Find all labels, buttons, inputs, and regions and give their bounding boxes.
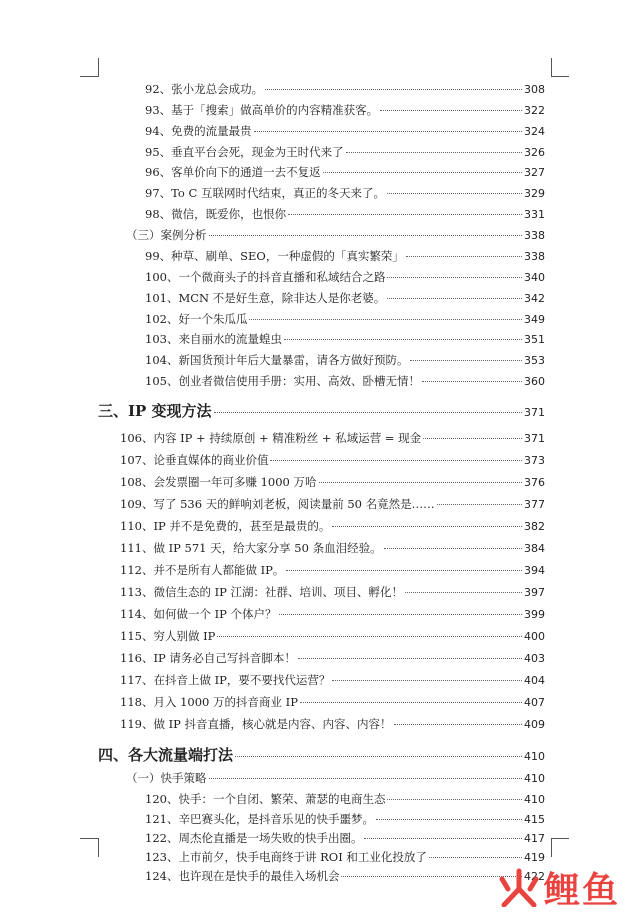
toc-entry[interactable]: 96、客单价向下的通道一去不复返 327 [145, 165, 545, 179]
toc-entry[interactable]: 106、内容 IP + 持续原创 + 精准粉丝 + 私域运营 = 现金 371 [120, 431, 545, 445]
watermark-text: 鲤鱼 [543, 869, 620, 911]
toc-entry[interactable]: 115、穷人别做 IP 400 [120, 629, 545, 643]
toc-entry[interactable]: 94、免费的流量最贵 324 [145, 124, 545, 138]
toc-entry[interactable]: 121、辛巴赛头化，是抖音乐见的快手噩梦。 415 [145, 812, 545, 826]
toc-entry[interactable]: 92、张小龙总会成功。 308 [145, 82, 545, 96]
crop-mark-top-right-h [551, 76, 569, 77]
watermark-logo [496, 865, 620, 909]
toc-entry[interactable]: 116、IP 请务必自己写抖音脚本！ 403 [120, 651, 545, 665]
toc-entry[interactable]: 97、To C 互联网时代结束，真正的冬天来了。 329 [145, 186, 545, 200]
crop-mark-bottom-left-v [98, 838, 99, 857]
toc-entry[interactable]: 99、种草、刷单、SEO，一种虚假的「真实繁荣」 338 [145, 249, 545, 263]
toc-section[interactable]: （一）快手策略 410 [126, 771, 545, 785]
toc-entry[interactable]: 120、快手：一个自闭、繁荣、萧瑟的电商生态 410 [145, 792, 545, 806]
toc-entry[interactable]: 103、来自丽水的流量蝗虫 351 [145, 332, 545, 346]
toc-entry[interactable]: 112、并不是所有人都能做 IP。 394 [120, 563, 545, 577]
crop-mark-top-left-v [98, 58, 99, 77]
toc-entry[interactable]: 111、做 IP 571 天，给大家分享 50 条血泪经验。 384 [120, 541, 545, 555]
fire-icon [496, 867, 542, 907]
toc-entry[interactable]: 100、一个微商头子的抖音直播和私域结合之路 340 [145, 270, 545, 284]
toc-chapter[interactable]: 四、各大流量端打法 410 [98, 746, 545, 764]
crop-mark-bottom-right-h [551, 838, 569, 839]
toc-entry[interactable]: 114、如何做一个 IP 个体户？ 399 [120, 607, 545, 621]
toc-entry[interactable]: 105、创业者微信使用手册：实用、高效、卧槽无情！ 360 [145, 374, 545, 388]
toc-entry[interactable]: 117、在抖音上做 IP，要不要找代运营？ 404 [120, 673, 545, 687]
toc-entry[interactable]: 104、新国货预计年后大量暴雷，请各方做好预防。 353 [145, 353, 545, 367]
toc-entry[interactable]: 122、周杰伦直播是一场失败的快手出圈。 417 [145, 831, 545, 845]
toc-entry[interactable]: 107、论垂直媒体的商业价值 373 [120, 453, 545, 467]
toc-entry[interactable]: 108、会发票圈一年可多赚 1000 万哈 376 [120, 475, 545, 489]
toc-entry[interactable]: 124、也许现在是快手的最佳入场机会 422 [145, 869, 545, 883]
toc-entry[interactable]: 123、上市前夕，快手电商终于讲 ROI 和工业化投放了 419 [145, 850, 545, 864]
toc-entry[interactable]: 98、微信，既爱你，也恨你 331 [145, 207, 545, 221]
toc-entry[interactable]: 101、MCN 不是好生意，除非达人是你老婆。 342 [145, 291, 545, 305]
toc-entry[interactable]: 110、IP 并不是免费的，甚至是最贵的。 382 [120, 519, 545, 533]
toc-entry[interactable]: 102、好一个朱瓜瓜 349 [145, 312, 545, 326]
crop-mark-top-right-v [551, 58, 552, 77]
toc-entry[interactable]: 119、做 IP 抖音直播，核心就是内容、内容、内容！ 409 [120, 717, 545, 731]
toc-entry[interactable]: 93、基于「搜索」做高单价的内容精准获客。 322 [145, 103, 545, 117]
crop-mark-bottom-left-h [80, 838, 98, 839]
toc-entry[interactable]: 113、微信生态的 IP 江湖：社群、培训、项目、孵化！ 397 [120, 585, 545, 599]
toc-entry[interactable]: 118、月入 1000 万的抖音商业 IP 407 [120, 695, 545, 709]
toc-chapter[interactable]: 三、IP 变现方法 371 [98, 402, 545, 420]
crop-mark-top-left-h [80, 76, 98, 77]
toc-entry[interactable]: 109、写了 536 天的鲜响刘老板，阅读量前 50 名竟然是…… 377 [120, 497, 545, 511]
toc-entry[interactable]: 95、垂直平台会死，现金为王时代来了 326 [145, 145, 545, 159]
toc-section[interactable]: （三）案例分析 338 [126, 228, 545, 242]
crop-mark-bottom-right-v [551, 838, 552, 857]
